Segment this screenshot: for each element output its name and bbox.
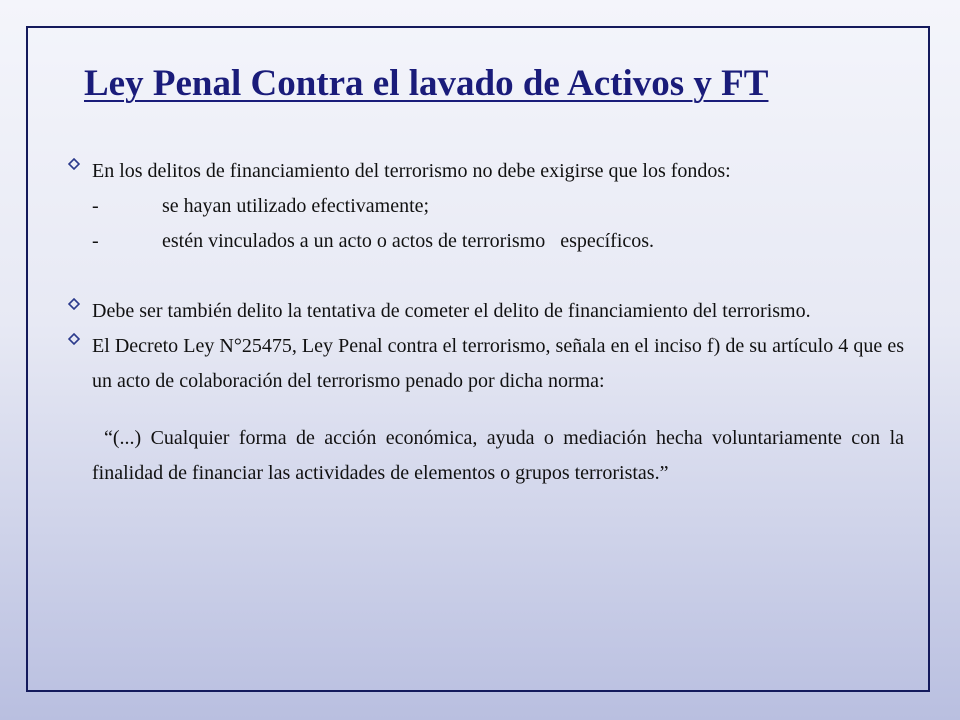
bullet-text: En los delitos de financiamiento del terrorismo no debe exigirse que los fondos: <box>92 160 731 182</box>
slide-content <box>62 154 904 491</box>
bullet-item <box>62 329 904 399</box>
bullet-item <box>62 294 904 329</box>
diamond-bullet-icon <box>68 333 80 345</box>
diamond-bullet-icon <box>68 158 80 170</box>
dash-marker: - <box>92 230 99 252</box>
dash-marker: - <box>92 195 99 217</box>
diamond-bullet-icon <box>68 298 80 310</box>
legal-quote: “(...) Cualquier forma de acción económica, ayuda o mediación hecha voluntariamente con la finalidad de financiar las actividades de elementos o grupos terroristas.” <box>92 427 904 484</box>
slide-title: Ley Penal Contra el lavado de Activos y FT <box>84 63 769 104</box>
dash-item <box>62 189 904 224</box>
bullet-text: El Decreto Ley N°25475, Ley Penal contra el terrorismo, señala en el inciso f) de su artículo 4 que es un acto de colaboración del terrorismo penado por dicha norma: <box>92 335 904 392</box>
bullet-text: Debe ser también delito la tentativa de cometer el delito de financiamiento del terrorismo. <box>92 300 811 322</box>
dash-text: estén vinculados a un acto o actos de terrorismo específicos. <box>162 230 655 252</box>
bullet-item <box>62 154 904 189</box>
dash-text: se hayan utilizado efectivamente; <box>162 195 430 217</box>
dash-item <box>62 224 904 259</box>
